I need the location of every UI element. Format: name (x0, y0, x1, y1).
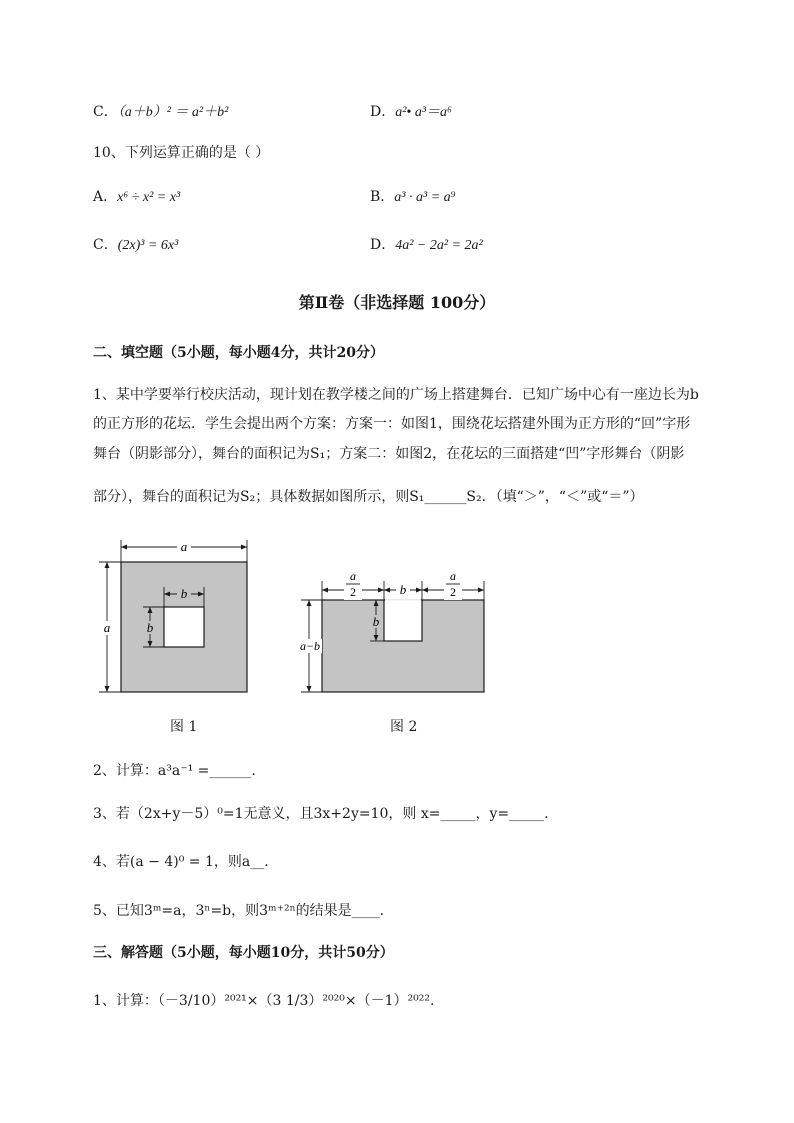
q6-calc: 1、计算：（－3/10）²⁰²¹×（3 1/3）²⁰²⁰×（－1）²⁰²². (93, 993, 435, 1009)
section2-heading: 二、填空题（5小题，每小题4分，共计20分） (93, 345, 384, 361)
q10-option-d (370, 234, 483, 254)
figure-2-caption: 图 2 (390, 719, 418, 735)
q10-option-d-expr: 4a² − 2a² = 2a² (395, 238, 483, 253)
section3-heading: 三、解答题（5小题，每小题10分，共计50分） (93, 945, 394, 961)
fig1-label-b-side: b (146, 620, 154, 635)
fig1-inner-square (164, 607, 204, 647)
q10-option-a (93, 186, 180, 206)
q10-option-c (93, 234, 178, 254)
q10-option-d-label: D． (370, 237, 396, 253)
q10-option-a-label: A． (93, 189, 118, 205)
fig1-label-a-side: a (103, 620, 111, 635)
figure-2 (296, 565, 491, 700)
q5: 5、已知3ᵐ=a，3ⁿ=b，则3ᵐ⁺²ⁿ的结果是____. (93, 903, 385, 919)
fig2-label-a-left-den: 2 (350, 585, 356, 599)
q1-line-1: 1、某中学要举行校庆活动，现计划在教学楼之间的广场上搭建舞台．已知广场中心有一座边长为b (93, 387, 699, 403)
fig2-notch-square (384, 600, 422, 641)
fig1-label-b-top: b (180, 586, 188, 601)
q10-option-c-expr: (2x)³ = 6x³ (117, 238, 179, 253)
fig2-label-b-side: b (372, 614, 380, 629)
q4: 4、若(a − 4)⁰ = 1，则a__. (93, 854, 269, 870)
q1-line-4: 部分），舞台的面积记为S₂；具体数据如图所示，则S₁______S₂．（填“＞”，“＜”或“＝”） (93, 489, 644, 505)
q1-line-2: 的正方形的花坛．学生会提出两个方案：方案一：如图1，围绕花坛搭建外围为正方形的“回”字形 (93, 416, 691, 432)
q10-stem: 10、下列运算正确的是（ ） (93, 145, 270, 161)
part2-title: 第Ⅱ卷（非选择题 100分） (298, 293, 496, 312)
q10-option-b (370, 186, 456, 206)
q2: 2、计算：a³a⁻¹ =______. (93, 763, 256, 779)
fig2-label-a-left-num: a (350, 569, 356, 583)
q9-option-c-expr: （a＋b）² ＝ a²＋b² (117, 105, 229, 120)
q10-option-b-label: B． (370, 189, 395, 205)
fig1-label-a-top: a (180, 539, 188, 554)
q1-line-3: 舞台（阴影部分），舞台的面积记为S₁；方案二：如图2，在花坛的三面搭建“凹”字形舞台（阴影 (93, 446, 685, 462)
fig2-label-a-right-den: 2 (450, 585, 456, 599)
fig2-label-a-right-num: a (450, 569, 456, 583)
fig2-label-side: a−b (299, 639, 321, 653)
q9-option-c (93, 101, 228, 121)
figure-1 (95, 535, 265, 705)
figure-1-caption: 图 1 (170, 719, 198, 735)
q3: 3、若（2x+y－5）⁰=1无意义，且3x+2y=10，则 x=_____，y=_____. (93, 806, 549, 822)
q10-option-c-label: C． (93, 237, 118, 253)
q10-option-a-expr: x⁶ ÷ x² = x³ (117, 190, 181, 205)
q9-option-d-expr: a²• a³＝a⁶ (395, 105, 452, 120)
q9-option-d (370, 101, 452, 121)
q10-option-b-expr: a³ · a³ = a⁹ (394, 190, 456, 205)
fig2-label-b-mid: b (399, 582, 407, 597)
q9-option-c-label: C． (93, 104, 118, 120)
q9-option-d-label: D． (370, 104, 396, 120)
